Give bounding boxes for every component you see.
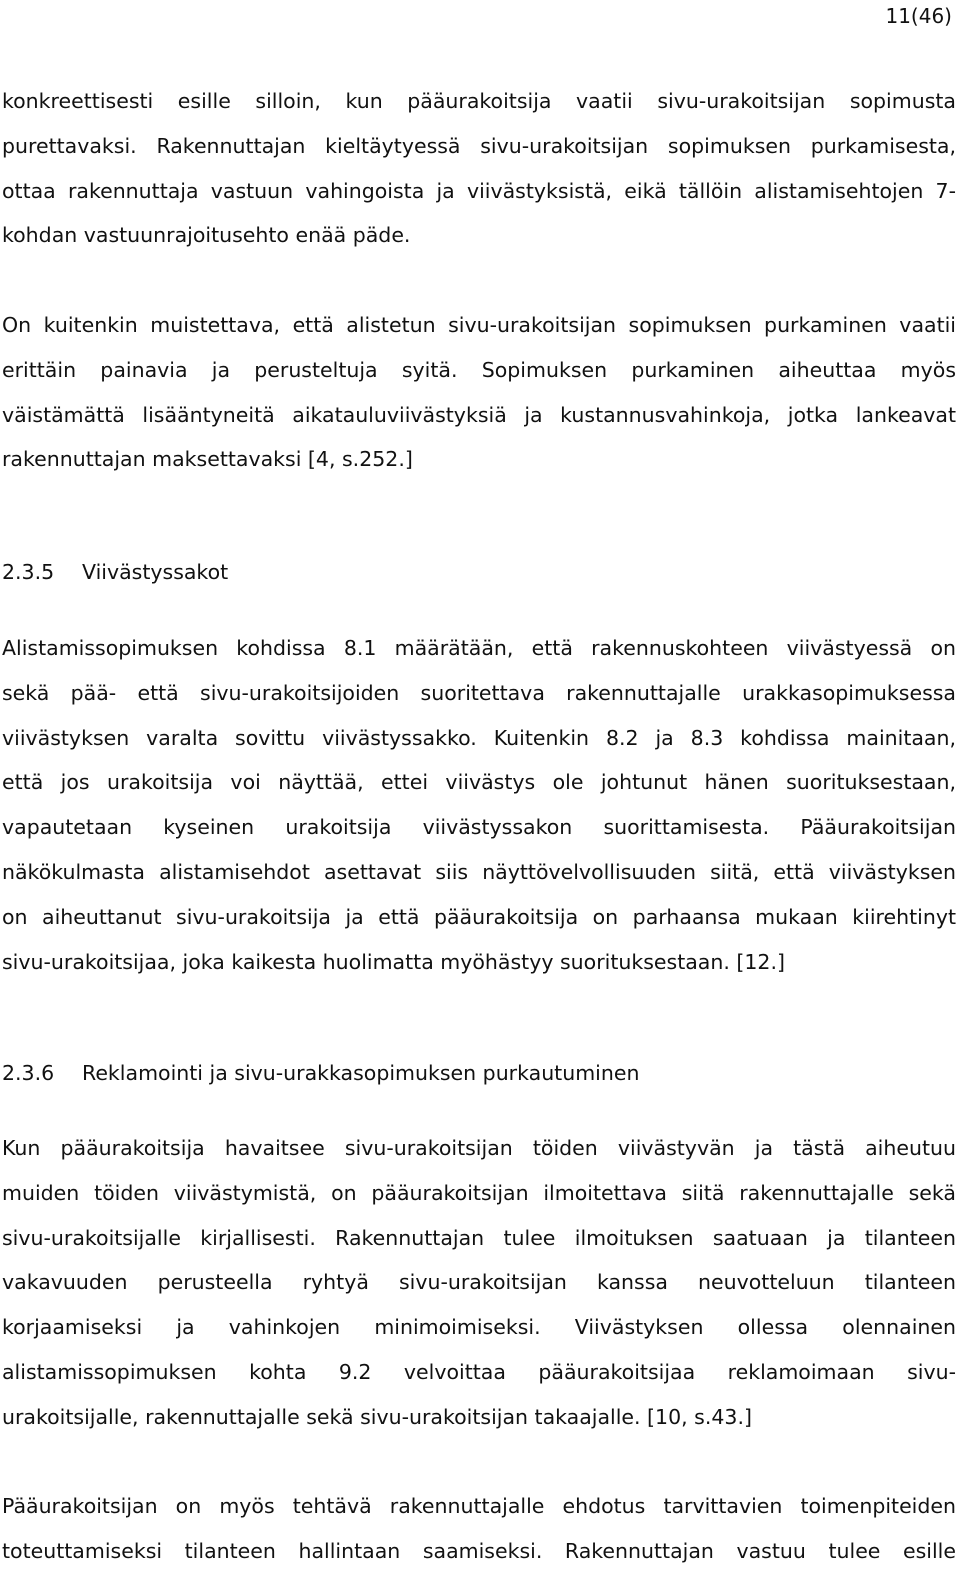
text-line: rakennuttajan maksettavaksi [4, s.252.]: [2, 447, 413, 472]
text-line: urakoitsijalle, rakennuttajalle sekä sivu-urakoitsijan takaajalle. [10, s.43.]: [2, 1404, 752, 1429]
paragraph-4: [2, 1126, 956, 1440]
text-line: ottaa rakennuttaja vastuun vahingoista ja viivästyksistä, eikä tällöin alistamisehtojen 7-: [2, 178, 956, 203]
text-line: näkökulmasta alistamisehdot asettavat siis näyttövelvollisuuden siitä, että viivästyksen: [2, 859, 956, 884]
text-line: väistämättä lisääntyneitä aikatauluviivästyksiä ja kustannusvahinkoja, jotka lankeavat: [2, 402, 956, 427]
text-line: alistamissopimuksen kohta 9.2 velvoittaa pääurakoitsijaa reklamoimaan sivu-: [2, 1359, 956, 1384]
text-line: muiden töiden viivästymistä, on pääurakoitsijan ilmoitettava siitä rakennuttajalle sekä: [2, 1180, 956, 1205]
text-line: toteuttamiseksi tilanteen hallintaan saamiseksi. Rakennuttajan vastuu tulee esille: [2, 1538, 956, 1563]
text-line: vakavuuden perusteella ryhtyä sivu-urakoitsijan kanssa neuvotteluun tilanteen: [2, 1270, 956, 1295]
text-line: On kuitenkin muistettava, että alistetun sivu-urakoitsijan sopimuksen purkaminen vaatii: [2, 313, 956, 337]
text-line: vapautetaan kyseinen urakoitsija viivästyssakon suorittamisesta. Pääurakoitsijan: [2, 815, 956, 840]
text-line: konkreettisesti esille silloin, kun pääurakoitsija vaatii sivu-urakoitsijan sopimusta: [2, 89, 956, 113]
paragraph-1: [2, 79, 956, 258]
text-line: Pääurakoitsijan on myös tehtävä rakennuttajalle ehdotus tarvittavien toimenpiteiden: [2, 1494, 956, 1518]
paragraph-5: [2, 1484, 956, 1574]
text-line: että jos urakoitsija voi näyttää, ettei viivästys ole johtunut hänen suorituksestaan,: [2, 770, 956, 795]
text-line: purettavaksi. Rakennuttajan kieltäytyessä sivu-urakoitsijan sopimuksen purkamisesta,: [2, 133, 956, 158]
section-title: Reklamointi ja sivu-urakkasopimuksen purkautuminen: [82, 1061, 640, 1085]
paragraph-2: [2, 303, 956, 482]
section-number: 2.3.6: [2, 1061, 55, 1085]
text-line: sivu-urakoitsijaa, joka kaikesta huolimatta myöhästyy suorituksestaan. [12.]: [2, 949, 785, 974]
section-number: 2.3.5: [2, 560, 55, 584]
text-line: Alistamissopimuksen kohdissa 8.1 määrätään, että rakennuskohteen viivästyessä on: [2, 636, 956, 660]
text-line: on aiheuttanut sivu-urakoitsija ja että pääurakoitsija on parhaansa mukaan kiirehtinyt: [2, 904, 956, 929]
text-line: sekä pää- että sivu-urakoitsijoiden suoritettava rakennuttajalle urakkasopimuksessa: [2, 680, 956, 705]
text-line: kohdan vastuunrajoitusehto enää päde.: [2, 223, 411, 248]
text-line: Kun pääurakoitsija havaitsee sivu-urakoitsijan töiden viivästyvän ja tästä aiheutuu: [2, 1136, 956, 1160]
text-line: korjaamiseksi ja vahinkojen minimoimiseksi. Viivästyksen ollessa olennainen: [2, 1315, 956, 1340]
text-line: sivu-urakoitsijalle kirjallisesti. Rakennuttajan tulee ilmoituksen saatuaan ja tilanteen: [2, 1225, 956, 1250]
paragraph-3: [2, 626, 956, 984]
section-title: Viivästyssakot: [82, 560, 229, 584]
section-heading-2-3-6: [2, 1059, 639, 1087]
text-line: erittäin painavia ja perusteltuja syitä. Sopimuksen purkaminen aiheuttaa myös: [2, 357, 956, 382]
text-line: viivästyksen varalta sovittu viivästyssakko. Kuitenkin 8.2 ja 8.3 kohdissa mainitaan,: [2, 725, 956, 750]
page-number: 11(46): [885, 4, 952, 28]
section-heading-2-3-5: [2, 558, 228, 586]
